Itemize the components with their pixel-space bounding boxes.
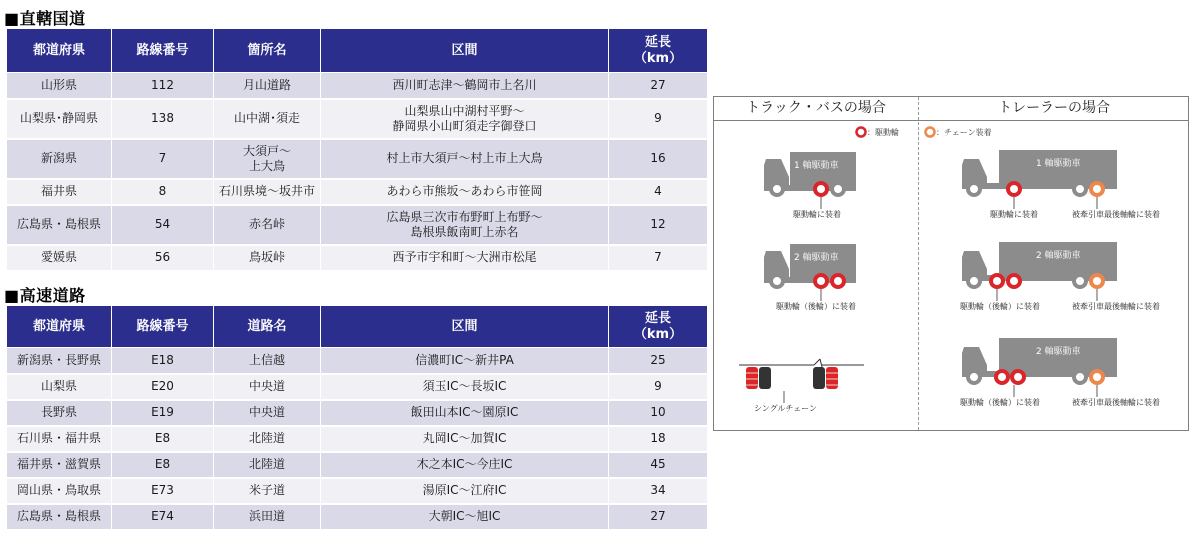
table-cell: 12 xyxy=(609,205,708,245)
column-header: 都道府県 xyxy=(7,306,112,348)
table-cell: 丸岡IC～加賀IC xyxy=(321,426,609,452)
table-cell: 7 xyxy=(112,139,214,179)
trailer2-caption-b: 被牽引車最後軸輪に装着 xyxy=(1072,302,1160,311)
vehicle-illustrations xyxy=(714,97,1189,432)
table-cell: E8 xyxy=(112,426,214,452)
truck2-label: 2 軸駆動車 xyxy=(794,253,839,263)
table-cell: 北陸道 xyxy=(214,426,321,452)
table-row xyxy=(7,245,708,271)
table-cell: 湯原IC～江府IC xyxy=(321,478,609,504)
table-cell: 18 xyxy=(609,426,708,452)
table-cell: 須玉IC～長坂IC xyxy=(321,374,609,400)
national-section-title: ■直轄国道 xyxy=(4,9,86,28)
table-cell: 138 xyxy=(112,99,214,139)
column-header: 路線番号 xyxy=(112,306,214,348)
table-cell: 34 xyxy=(609,478,708,504)
table-cell: 大朝IC～旭IC xyxy=(321,504,609,530)
table-cell: 8 xyxy=(112,179,214,205)
table-cell: 北陸道 xyxy=(214,452,321,478)
national-road-table xyxy=(6,28,708,272)
table-cell: 45 xyxy=(609,452,708,478)
table-cell: 山梨県･静岡県 xyxy=(7,99,112,139)
table-row xyxy=(7,179,708,205)
table-cell: あわら市熊坂～あわら市笹岡 xyxy=(321,179,609,205)
column-header: 都道府県 xyxy=(7,29,112,73)
table-cell: 村上市大須戸～村上市上大鳥 xyxy=(321,139,609,179)
table-cell: 石川県・福井県 xyxy=(7,426,112,452)
table-cell: 54 xyxy=(112,205,214,245)
column-header: 延長 （km） xyxy=(609,306,708,348)
table-row xyxy=(7,426,708,452)
table-cell: 木之本IC～今庄IC xyxy=(321,452,609,478)
trailer-header: トレーラーの場合 xyxy=(998,100,1110,116)
expressway-section-title: ■高速道路 xyxy=(4,286,86,305)
table-cell: 広島県・島根県 xyxy=(7,205,112,245)
table-cell: 山形県 xyxy=(7,73,112,99)
table-cell: 27 xyxy=(609,504,708,530)
table-row xyxy=(7,374,708,400)
table-cell: 25 xyxy=(609,348,708,374)
single-chain-caption: シングルチェーン xyxy=(754,404,817,413)
trailer3-caption-b: 被牽引車最後軸輪に装着 xyxy=(1072,398,1160,407)
column-header: 区間 xyxy=(321,29,609,73)
table-row xyxy=(7,139,708,179)
table-cell: 石川県境～坂井市 xyxy=(214,179,321,205)
table-cell: 愛媛県 xyxy=(7,245,112,271)
table-row xyxy=(7,205,708,245)
table-cell: 米子道 xyxy=(214,478,321,504)
table-cell: 山中湖･須走 xyxy=(214,99,321,139)
trailer1-label: 1 軸駆動車 xyxy=(1036,159,1081,169)
table-row xyxy=(7,504,708,530)
table-cell: 月山道路 xyxy=(214,73,321,99)
legend-drive-wheel-icon xyxy=(857,128,866,137)
table-cell: 浜田道 xyxy=(214,504,321,530)
table-cell: 飯田山本IC～園原IC xyxy=(321,400,609,426)
table-cell: 10 xyxy=(609,400,708,426)
trailer3-label: 2 軸駆動車 xyxy=(1036,347,1081,357)
table-cell: 鳥坂峠 xyxy=(214,245,321,271)
table-cell: 9 xyxy=(609,374,708,400)
table-cell: E73 xyxy=(112,478,214,504)
table-cell: 西予市宇和町～大洲市松尾 xyxy=(321,245,609,271)
column-header: 延長 （km） xyxy=(609,29,708,73)
table-cell: 広島県・島根県 xyxy=(7,504,112,530)
table-cell: 山梨県山中湖村平野～ 静岡県小山町須走字御登口 xyxy=(321,99,609,139)
table-row xyxy=(7,452,708,478)
table-cell: 16 xyxy=(609,139,708,179)
table-cell: E8 xyxy=(112,452,214,478)
column-header: 道路名 xyxy=(214,306,321,348)
table-cell: E74 xyxy=(112,504,214,530)
expressway-table xyxy=(6,305,708,531)
table-cell: E19 xyxy=(112,400,214,426)
table-cell: 4 xyxy=(609,179,708,205)
table-cell: 大須戸～ 上大鳥 xyxy=(214,139,321,179)
table-cell: 福井県・滋賀県 xyxy=(7,452,112,478)
column-header: 箇所名 xyxy=(214,29,321,73)
table-cell: E18 xyxy=(112,348,214,374)
trailer2-label: 2 軸駆動車 xyxy=(1036,251,1081,261)
table-cell: 岡山県・鳥取県 xyxy=(7,478,112,504)
trailer1-caption-a: 駆動輪に装着 xyxy=(990,210,1038,219)
legend-chain-wheel-icon xyxy=(926,128,935,137)
trailer2-caption-a: 駆動輪（後輪）に装着 xyxy=(960,302,1040,311)
table-cell: 56 xyxy=(112,245,214,271)
table-cell: 広島県三次市布野町上布野～ 島根県飯南町上赤名 xyxy=(321,205,609,245)
truck-bus-header: トラック・バスの場合 xyxy=(746,100,886,116)
table-row xyxy=(7,478,708,504)
table-cell: 112 xyxy=(112,73,214,99)
table-row xyxy=(7,73,708,99)
truck1-label: 1 軸駆動車 xyxy=(794,161,839,171)
trailer3-caption-a: 駆動輪（後輪）に装着 xyxy=(960,398,1040,407)
table-cell: 赤名峠 xyxy=(214,205,321,245)
table-cell: 西川町志津～鶴岡市上名川 xyxy=(321,73,609,99)
trailer1-caption-b: 被牽引車最後軸輪に装着 xyxy=(1072,210,1160,219)
table-cell: 中央道 xyxy=(214,400,321,426)
table-cell: 山梨県 xyxy=(7,374,112,400)
table-cell: 信濃町IC～新井PA xyxy=(321,348,609,374)
table-cell: 福井県 xyxy=(7,179,112,205)
table-row xyxy=(7,400,708,426)
table-cell: 上信越 xyxy=(214,348,321,374)
chain-installation-diagram xyxy=(713,96,1189,431)
single-chain-illustration xyxy=(739,359,864,403)
legend-drive-label: ：駆動輪 xyxy=(867,128,899,137)
table-cell: 7 xyxy=(609,245,708,271)
table-row xyxy=(7,348,708,374)
table-cell: 長野県 xyxy=(7,400,112,426)
table-row xyxy=(7,99,708,139)
truck1-caption: 駆動輪に装着 xyxy=(793,210,841,219)
table-cell: E20 xyxy=(112,374,214,400)
table-cell: 新潟県・長野県 xyxy=(7,348,112,374)
column-header: 区間 xyxy=(321,306,609,348)
table-cell: 27 xyxy=(609,73,708,99)
column-header: 路線番号 xyxy=(112,29,214,73)
table-cell: 新潟県 xyxy=(7,139,112,179)
legend-chain-label: ：チェーン装着 xyxy=(936,128,992,137)
truck2-caption: 駆動輪（後輪）に装着 xyxy=(776,302,856,311)
table-cell: 中央道 xyxy=(214,374,321,400)
table-cell: 9 xyxy=(609,99,708,139)
